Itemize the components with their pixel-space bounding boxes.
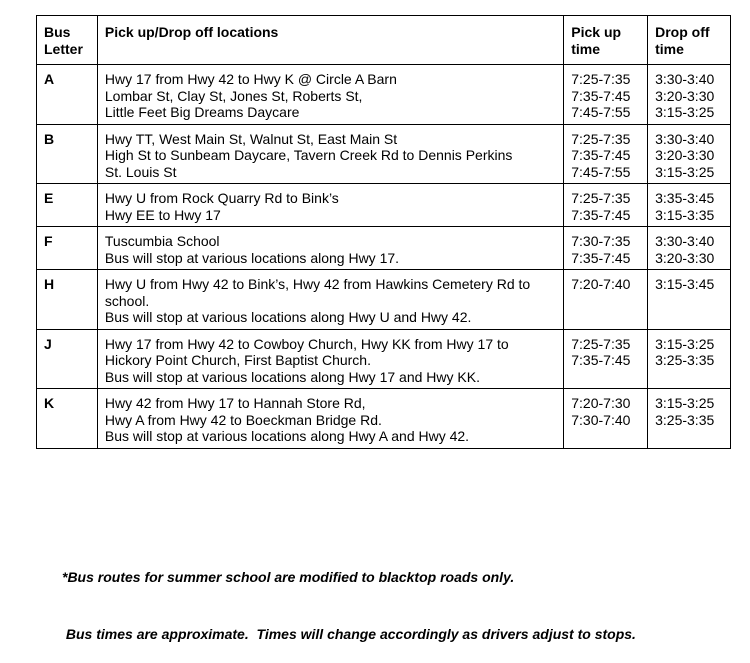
bus-letter: E — [37, 184, 98, 227]
drop-off-time: 3:25-3:35 — [655, 352, 715, 368]
drop-off-time: 3:25-3:35 — [655, 411, 715, 428]
location-line: Hickory Point Church, First Baptist Church. — [104, 352, 371, 368]
bus-route-table — [36, 15, 731, 449]
header-drop-off-line: Drop off — [655, 24, 710, 40]
drop-off-times — [648, 270, 731, 330]
footnote-approximate-times: Bus times are approximate. Times will change accordingly as drivers adjust to stops. — [62, 626, 636, 642]
location-line: Tuscumbia School — [104, 233, 220, 249]
pick-up-time: 7:20-7:40 — [571, 276, 631, 292]
header-bus-letter-line: Letter — [44, 40, 83, 57]
drop-off-time: 3:15-3:45 — [655, 276, 715, 292]
table-row — [37, 270, 731, 330]
bus-letter: A — [37, 65, 98, 125]
route-locations — [97, 65, 563, 125]
table-row — [37, 227, 731, 270]
bus-letter: K — [37, 389, 98, 449]
pick-up-times — [564, 184, 648, 227]
table-row — [37, 65, 731, 125]
location-line: Hwy U from Rock Quarry Rd to Bink’s — [104, 190, 339, 206]
pick-up-time: 7:35-7:45 — [571, 352, 631, 368]
pick-up-time: 7:25-7:35 — [571, 190, 631, 206]
drop-off-time: 3:20-3:30 — [655, 87, 715, 104]
location-line: Hwy A from Hwy 42 to Boeckman Bridge Rd. — [104, 411, 382, 428]
footnotes — [62, 530, 636, 663]
location-line: Hwy TT, West Main St, Walnut St, East Main St — [104, 130, 398, 147]
table-row — [37, 184, 731, 227]
pick-up-times — [564, 124, 648, 184]
pick-up-time: 7:45-7:55 — [571, 163, 631, 180]
bus-letter: J — [37, 329, 98, 389]
pick-up-time: 7:25-7:35 — [571, 71, 631, 87]
drop-off-times — [648, 227, 731, 270]
drop-off-times — [648, 329, 731, 389]
location-line: Hwy 17 from Hwy 42 to Cowboy Church, Hwy KK from Hwy 17 to — [104, 335, 509, 352]
pick-up-time: 7:35-7:45 — [571, 249, 631, 266]
header-pick-up-line: time — [571, 40, 601, 57]
drop-off-times — [648, 184, 731, 227]
drop-off-time: 3:20-3:30 — [655, 147, 715, 163]
pick-up-time: 7:20-7:30 — [571, 395, 631, 411]
pick-up-time: 7:25-7:35 — [571, 130, 631, 147]
pick-up-time: 7:45-7:55 — [571, 104, 631, 120]
header-bus-letter — [37, 16, 98, 65]
route-locations — [97, 227, 563, 270]
drop-off-time: 3:15-3:25 — [655, 395, 715, 411]
pick-up-time: 7:25-7:35 — [571, 335, 631, 352]
header-drop-off — [648, 16, 731, 65]
pick-up-time: 7:35-7:45 — [571, 87, 631, 104]
location-line: Hwy EE to Hwy 17 — [104, 206, 221, 223]
pick-up-times — [564, 65, 648, 125]
drop-off-time: 3:15-3:35 — [655, 206, 715, 223]
location-line: Bus will stop at various locations along Hwy 17 and Hwy KK. — [104, 368, 480, 385]
drop-off-times — [648, 124, 731, 184]
route-locations — [97, 270, 563, 330]
pick-up-time: 7:30-7:40 — [571, 411, 631, 428]
drop-off-time: 3:15-3:25 — [655, 104, 715, 120]
drop-off-times — [648, 389, 731, 449]
route-locations — [97, 184, 563, 227]
pick-up-times — [564, 329, 648, 389]
header-bus-letter-line: Bus — [44, 24, 71, 40]
location-line: Lombar St, Clay St, Jones St, Roberts St, — [104, 87, 363, 104]
bus-letter: F — [37, 227, 98, 270]
drop-off-time: 3:35-3:45 — [655, 190, 715, 206]
header-pick-up-line: Pick up — [571, 24, 622, 40]
header-row — [37, 16, 731, 65]
location-line: St. Louis St — [104, 163, 177, 180]
pick-up-time: 7:30-7:35 — [571, 233, 631, 249]
table-row — [37, 124, 731, 184]
location-line: Hwy U from Hwy 42 to Bink’s, Hwy 42 from Hawkins Cemetery Rd to school. — [104, 276, 531, 309]
drop-off-time: 3:20-3:30 — [655, 249, 715, 266]
route-locations — [97, 389, 563, 449]
drop-off-time: 3:15-3:25 — [655, 335, 715, 352]
pick-up-times — [564, 227, 648, 270]
table-row — [37, 329, 731, 389]
header-pick-up — [564, 16, 648, 65]
bus-letter: B — [37, 124, 98, 184]
drop-off-time: 3:30-3:40 — [655, 130, 715, 147]
location-line: Bus will stop at various locations along Hwy 17. — [104, 249, 400, 266]
drop-off-times — [648, 65, 731, 125]
location-line: Little Feet Big Dreams Daycare — [104, 104, 300, 120]
location-line: Hwy 17 from Hwy 42 to Hwy K @ Circle A Barn — [104, 71, 397, 87]
pick-up-times — [564, 389, 648, 449]
footnote-summer-routes: *Bus routes for summer school are modified to blacktop roads only. — [62, 569, 515, 585]
pick-up-time: 7:35-7:45 — [571, 206, 631, 223]
location-line: Hwy 42 from Hwy 17 to Hannah Store Rd, — [104, 395, 366, 411]
pick-up-times — [564, 270, 648, 330]
header-locations: Pick up/Drop off locations — [97, 16, 563, 65]
bus-letter: H — [37, 270, 98, 330]
table-row — [37, 389, 731, 449]
location-line: Bus will stop at various locations along Hwy U and Hwy 42. — [104, 309, 472, 325]
location-line: High St to Sunbeam Daycare, Tavern Creek Rd to Dennis Perkins — [104, 147, 513, 163]
route-locations — [97, 124, 563, 184]
drop-off-time: 3:30-3:40 — [655, 71, 715, 87]
location-line: Bus will stop at various locations along Hwy A and Hwy 42. — [104, 428, 470, 444]
drop-off-time: 3:15-3:25 — [655, 163, 715, 180]
drop-off-time: 3:30-3:40 — [655, 233, 715, 249]
route-locations — [97, 329, 563, 389]
pick-up-time: 7:35-7:45 — [571, 147, 631, 163]
header-drop-off-line: time — [655, 40, 684, 57]
